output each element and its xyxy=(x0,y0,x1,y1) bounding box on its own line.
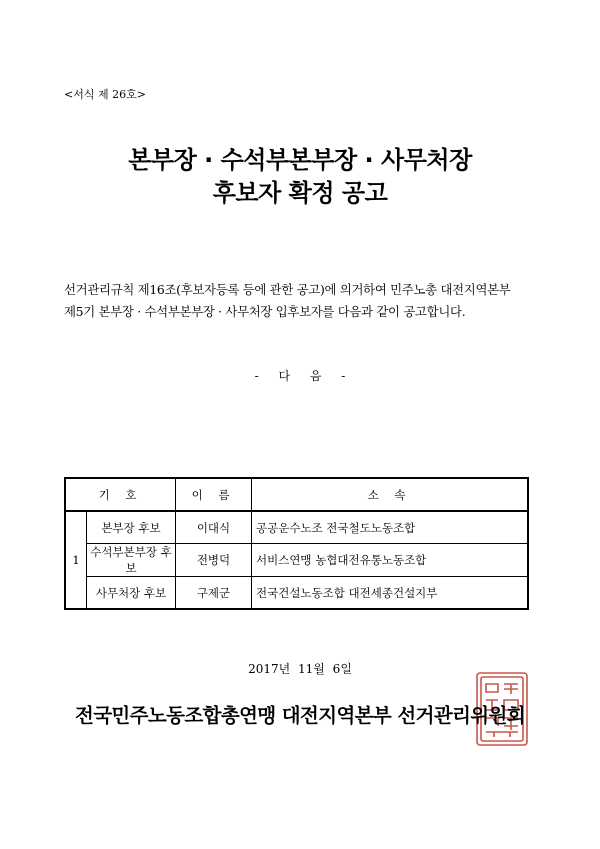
group-number: 1 xyxy=(65,511,87,609)
page-title-line1: 본부장 · 수석부본부장 · 사무처장 xyxy=(128,146,472,174)
candidate-name: 이대식 xyxy=(176,511,252,544)
table-row xyxy=(65,577,528,610)
committee-name: 전국민주노동조합총연맹 대전지역본부 선거관리위원회 xyxy=(74,704,526,727)
notice-body-line1: 선거관리규칙 제16조(후보자등록 등에 관한 공고)에 의거하여 민주노총 대전지역본부 xyxy=(64,282,511,297)
header-symbol: 기 호 xyxy=(65,478,176,511)
header-name: 이 름 xyxy=(176,478,252,511)
header-affiliation: 소 속 xyxy=(252,478,529,511)
candidate-role: 본부장 후보 xyxy=(87,511,176,544)
candidate-name: 구제군 xyxy=(176,577,252,610)
candidate-affiliation: 공공운수노조 전국철도노동조합 xyxy=(252,511,529,544)
section-separator: - 다 음 - xyxy=(254,369,346,383)
announcement-date: 2017년 11월 6일 xyxy=(248,662,352,676)
candidate-affiliation: 전국건설노동조합 대전세종건설지부 xyxy=(252,577,529,610)
candidate-role: 사무처장 후보 xyxy=(87,577,176,610)
form-number: <서식 제 26호> xyxy=(64,88,146,101)
notice-body-line2: 제5기 본부장 · 수석부본부장 · 사무처장 입후보자를 다음과 같이 공고합니다. xyxy=(64,304,466,319)
candidate-table xyxy=(64,477,529,610)
table-row xyxy=(65,511,528,544)
table-row xyxy=(65,544,528,577)
candidate-affiliation: 서비스연맹 농협대전유통노동조합 xyxy=(252,544,529,577)
table-header-row xyxy=(65,478,528,511)
candidate-role: 수석부본부장 후보 xyxy=(87,544,176,577)
candidate-name: 전병덕 xyxy=(176,544,252,577)
page-title-line2: 후보자 확정 공고 xyxy=(212,179,388,207)
